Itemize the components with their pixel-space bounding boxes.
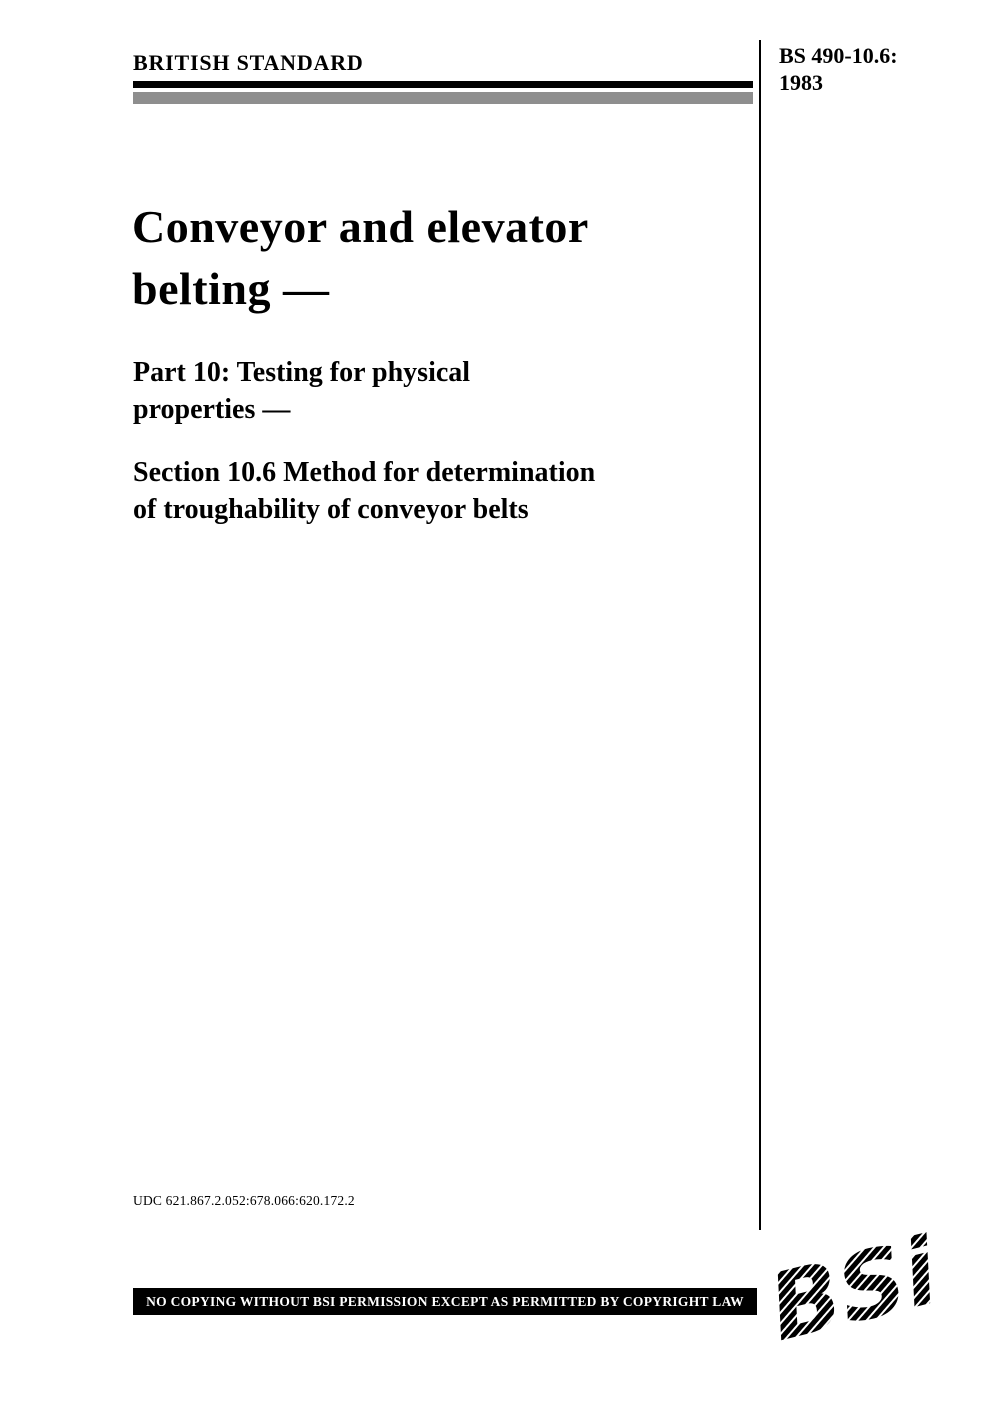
section-heading-line-2: of troughability of conveyor belts [133,494,529,525]
standard-reference-number: BS 490-10.6: [779,43,898,68]
vertical-divider [759,40,761,1230]
document-title [132,196,589,320]
udc-number: UDC 621.867.2.052:678.066:620.172.2 [133,1193,355,1208]
bsi-logo [758,1222,958,1347]
section-heading [133,454,595,528]
standard-reference-year: 1983 [779,70,823,95]
document-title-line-1: Conveyor and elevator [132,201,589,252]
bsi-logo-text: BSi [758,1222,948,1347]
part-heading-line-1: Part 10: Testing for physical [133,357,471,388]
header-rule-gray [133,92,753,104]
copyright-bar [133,1288,757,1315]
standard-reference [779,42,898,96]
section-heading-line-1: Section 10.6 Method for determination [133,457,596,488]
british-standard-label: BRITISH STANDARD [133,50,364,75]
part-heading [133,354,470,428]
part-heading-line-2: properties — [133,394,291,425]
header-rule-black [133,81,753,88]
bsi-logo-graphic [758,1222,958,1347]
document-title-line-2: belting — [132,263,330,314]
copyright-notice-text: NO COPYING WITHOUT BSI PERMISSION EXCEPT AS PERMITTED BY COPYRIGHT LAW [146,1293,744,1309]
